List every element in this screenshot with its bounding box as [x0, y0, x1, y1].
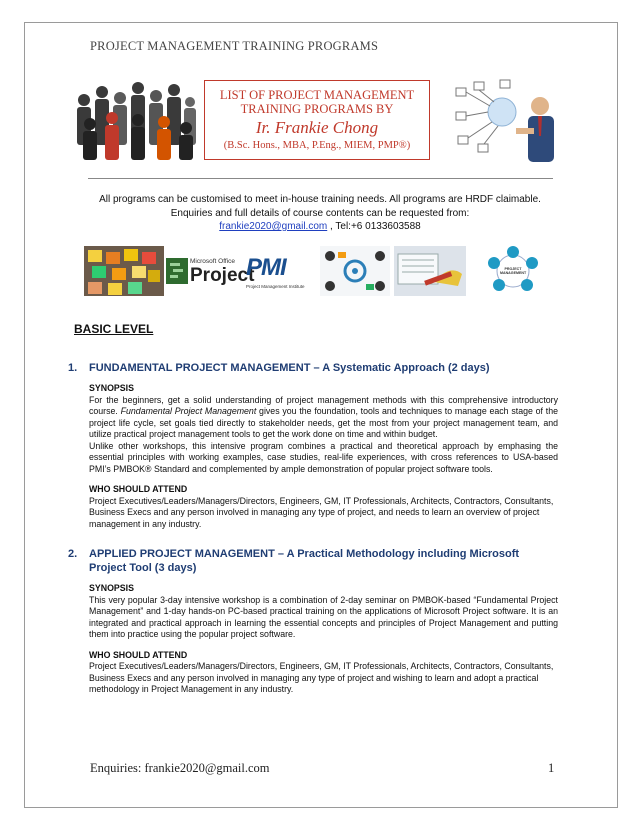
who-should-attend-text: Project Executives/Leaders/Managers/Directors, Engineers, GM, IT Professionals, Architects, Contractors, Consultants, Business Execs and any person involved in managing any type of project, and needs to learn an overview of project management in any industry.: [89, 495, 554, 529]
telephone: , Tel:+6 0133603588: [327, 221, 421, 232]
course-number: 1.: [68, 362, 78, 374]
course-name-emphasis: Fundamental Project Management: [120, 406, 257, 416]
synopsis-text: For the beginners, get a solid understanding of project management methods with this comprehensive introductory course.: [89, 394, 558, 416]
course-item-1: [68, 361, 558, 530]
business-crowd-illustration: [68, 78, 200, 162]
course-title-text: FUNDAMENTAL PROJECT MANAGEMENT – A Systematic Approach (2 days): [89, 362, 490, 374]
ms-project-logo: [166, 246, 255, 296]
cycle-center-label: PROJECT MANAGEMENT: [500, 267, 527, 275]
footer-enquiries: Enquiries: frankie2020@gmail.com: [90, 761, 270, 775]
course-item-2: [68, 547, 558, 696]
who-should-attend-label: WHO SHOULD ATTEND: [89, 649, 188, 660]
intro-block: [60, 193, 580, 234]
course-title-text: APPLIED PROJECT MANAGEMENT – A Practical Methodology including Microsoft Project Tool (3 days): [89, 548, 520, 574]
intro-line-2: Enquiries and full details of course contents can be requested from:: [170, 207, 470, 219]
course-body-1: [89, 383, 558, 530]
project-text: Project: [190, 265, 255, 286]
engineering-tools-image: [394, 246, 466, 296]
title-box: [204, 80, 430, 160]
teamwork-gears-image: [320, 246, 390, 296]
email-link[interactable]: frankie2020@gmail.com: [219, 221, 328, 232]
running-header: PROJECT MANAGEMENT TRAINING PROGRAMS: [90, 39, 379, 53]
intro-line-1: All programs can be customised to meet in-house training needs. All programs are HRDF claimable.: [99, 194, 541, 205]
who-should-attend-text: Project Executives/Leaders/Managers/Directors, Engineers, GM, IT Professionals, Architects, Contractors, Consultants, Business Execs and any person involved in managing any type of project and wishing to learn and adopt a practical methodology in Project Management in any industry.: [89, 661, 554, 694]
synopsis-paragraph-2: Unlike other workshops, this intensive program combines a practical and theoretical approach by emphasing the essential principles with working examples, case studies, real-life experiences, with cross references to USA-based PMI’s PMBOK® Standard and complemented by ample demonstration of popular project software tools.: [89, 440, 558, 474]
pmi-text: PMI: [246, 254, 286, 281]
course-number: 2.: [68, 548, 78, 560]
logo-strip: [84, 246, 556, 296]
course-title-2: [68, 547, 558, 575]
synopsis-text: gives you the foundation, tools and techniques to manage each stage of the project life cycle, set goals tied directly to stakeholder needs, get the most from your project management team, and utilize practical project management tools to get the work done on time and within budget.: [89, 406, 558, 439]
synopsis-paragraph-1: [89, 395, 558, 441]
title-line-2: TRAINING PROGRAMS BY: [240, 102, 394, 116]
ms-project-icon: [166, 258, 188, 284]
page-number: 1: [548, 761, 555, 775]
businessman-diagram-illustration: [454, 78, 566, 162]
synopsis-label: SYNOPSIS: [89, 383, 134, 393]
course-title-1: [68, 361, 558, 375]
title-line-1: LIST OF PROJECT MANAGEMENT: [219, 88, 415, 102]
synopsis-label: SYNOPSIS: [89, 583, 134, 593]
trainer-name: Ir. Frankie Chong: [255, 118, 379, 137]
section-heading-basic-level: BASIC LEVEL: [74, 322, 154, 336]
divider: [88, 178, 553, 179]
who-should-attend-label: WHO SHOULD ATTEND: [89, 484, 188, 494]
pmi-subtitle: Project Management Institute: [246, 284, 305, 289]
course-body-2: [89, 583, 558, 696]
synopsis-paragraph-1: This very popular 3-day intensive workshop is a combination of 2-day seminar on PMBOK-based “Fundamental Project Management” and 1-day hands-on PC-based practical training on the applications of Microsoft Project software. It is an integrated and practical approach in learning the essential concepts and principles of Project Management and putting them into practice using the popular project software.: [89, 594, 558, 639]
contact-line: [60, 220, 580, 234]
sticky-notes-image: [84, 246, 164, 296]
pmi-logo: [244, 246, 318, 296]
trainer-credentials: (B.Sc. Hons., MBA, P.Eng., MIEM, PMP®): [223, 140, 411, 151]
ms-office-text: Microsoft Office: [190, 258, 236, 265]
